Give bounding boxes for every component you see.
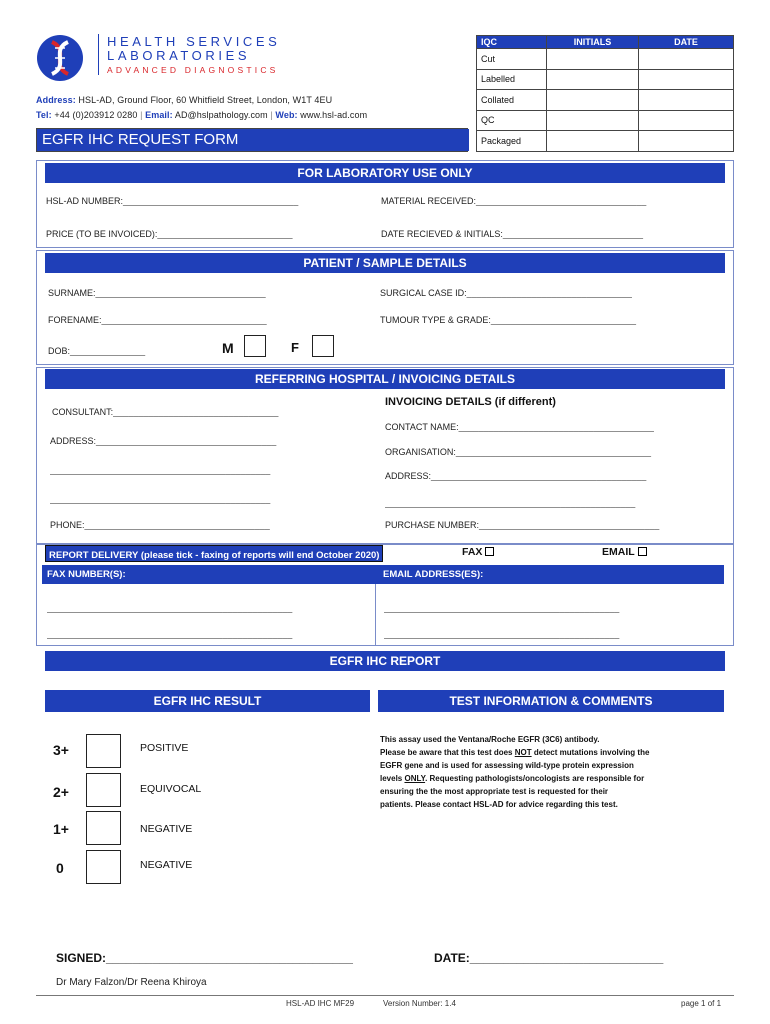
score-1plus: 1+ <box>53 821 69 837</box>
initials-cell[interactable] <box>547 131 639 152</box>
date-field[interactable]: DATE:_____________________________ <box>434 951 664 965</box>
label-negative-0: NEGATIVE <box>140 859 193 871</box>
form-title: EGFR IHC REQUEST FORM <box>37 129 469 151</box>
table-row: Cut <box>477 49 734 70</box>
report-title: EGFR IHC REPORT <box>45 651 725 671</box>
initials-cell[interactable] <box>547 90 639 111</box>
invoicing-title: INVOICING DETAILS (if different) <box>385 396 556 408</box>
address-line2-field[interactable]: ____________________________________________ <box>50 465 271 475</box>
score-0: 0 <box>56 860 64 876</box>
score-2plus: 2+ <box>53 784 69 800</box>
address-line: Address: HSL-AD, Ground Floor, 60 Whitfield Street, London, W1T 4EU <box>36 95 333 105</box>
logo <box>36 34 84 82</box>
email-addresses-label: EMAIL ADDRESS(ES): <box>383 569 484 580</box>
address-field[interactable]: ADDRESS:____________________________________ <box>50 436 277 446</box>
purchase-number-field[interactable]: PURCHASE NUMBER:____________________________________ <box>385 520 660 530</box>
date-received-field[interactable]: DATE RECIEVED & INITIALS:____________________________ <box>381 229 644 239</box>
info-title: TEST INFORMATION & COMMENTS <box>378 690 724 712</box>
initials-cell[interactable] <box>547 69 639 90</box>
email-checkbox[interactable] <box>638 547 647 556</box>
fax-checkbox[interactable] <box>485 547 494 556</box>
contact-line: Tel: +44 (0)203912 0280 | Email: AD@hslpathology.com | Web: www.hsl-ad.com <box>36 110 368 120</box>
score-3plus: 3+ <box>53 742 69 758</box>
surname-field[interactable]: SURNAME:__________________________________ <box>48 288 266 298</box>
contact-name-field[interactable]: CONTACT NAME:_______________________________________ <box>385 422 654 432</box>
initials-header: INITIALS <box>547 36 639 49</box>
date-cell[interactable] <box>639 90 734 111</box>
footer-line <box>36 995 734 996</box>
table-row: Labelled <box>477 69 734 90</box>
fax-number-line1[interactable]: _________________________________________________ <box>47 603 293 613</box>
footer-version: Version Number: 1.4 <box>383 999 456 1008</box>
fax-numbers-label: FAX NUMBER(S): <box>47 569 126 580</box>
date-cell[interactable] <box>639 131 734 152</box>
table-row: Collated <box>477 90 734 111</box>
address-line3-field[interactable]: ____________________________________________ <box>50 494 271 504</box>
patient-title: PATIENT / SAMPLE DETAILS <box>45 253 725 273</box>
signed-field[interactable]: SIGNED:_____________________________________ <box>56 951 353 965</box>
email-address-line2[interactable]: _______________________________________________ <box>384 629 620 639</box>
date-cell[interactable] <box>639 110 734 131</box>
date-cell[interactable] <box>639 69 734 90</box>
label-negative-1: NEGATIVE <box>140 823 193 835</box>
delivery-divider <box>375 584 376 646</box>
tumour-type-field[interactable]: TUMOUR TYPE & GRADE:_____________________________ <box>380 315 637 325</box>
sex-f-label: F <box>291 340 299 355</box>
sex-m-checkbox[interactable] <box>244 335 266 357</box>
dna-logo-icon <box>36 34 84 82</box>
lab-use-title: FOR LABORATORY USE ONLY <box>45 163 725 183</box>
test-info-text: This assay used the Ventana/Roche EGFR (3C6) antibody. Please be aware that this test does NOT detect mutations involving the EGFR gene and is used for assessing wild-type protein expression levels ONLY. Requesting pathologists/oncologists are responsible for ensuring the the most appropriate test is requested for their patients. Please contact HSL-AD for advice regarding this test. <box>380 735 650 809</box>
sex-m-label: M <box>222 340 234 356</box>
label-positive: POSITIVE <box>140 742 189 754</box>
email-address-line1[interactable]: _______________________________________________ <box>384 603 620 613</box>
iqc-table <box>476 35 734 152</box>
surgical-case-field[interactable]: SURGICAL CASE ID:_________________________________ <box>380 288 632 298</box>
result-2plus-checkbox[interactable] <box>86 773 121 807</box>
forename-field[interactable]: FORENAME:_________________________________ <box>48 315 267 325</box>
org-name-line2: LABORATORIES <box>107 48 251 63</box>
fax-option[interactable]: FAX <box>462 546 494 558</box>
table-row: QC <box>477 110 734 131</box>
initials-cell[interactable] <box>547 110 639 131</box>
hsl-number-field[interactable]: HSL-AD NUMBER:___________________________________ <box>46 196 299 206</box>
consultant-field[interactable]: CONSULTANT:_________________________________ <box>52 407 279 417</box>
result-1plus-checkbox[interactable] <box>86 811 121 845</box>
price-field[interactable]: PRICE (TO BE INVOICED):___________________________ <box>46 229 293 239</box>
org-name-line1: HEALTH SERVICES <box>107 34 281 49</box>
sex-f-checkbox[interactable] <box>312 335 334 357</box>
dob-field[interactable]: DOB:_______________ <box>48 346 146 356</box>
footer-page: page 1 of 1 <box>681 999 722 1008</box>
invoice-address-field[interactable]: ADDRESS:___________________________________________ <box>385 471 647 481</box>
delivery-label: REPORT DELIVERY (please tick - faxing of reports will end October 2020) <box>45 545 383 562</box>
date-header: DATE <box>639 36 734 49</box>
org-name-line3: ADVANCED DIAGNOSTICS <box>107 65 279 75</box>
label-equivocal: EQUIVOCAL <box>140 783 202 795</box>
iqc-header: IQC <box>477 36 547 49</box>
signatories: Dr Mary Falzon/Dr Reena Khiroya <box>56 977 207 988</box>
organisation-field[interactable]: ORGANISATION:_______________________________________ <box>385 447 652 457</box>
fax-number-line2[interactable]: _________________________________________________ <box>47 629 293 639</box>
referring-title: REFERRING HOSPITAL / INVOICING DETAILS <box>45 369 725 389</box>
initials-cell[interactable] <box>547 49 639 70</box>
invoice-address-line2-field[interactable]: __________________________________________________ <box>385 498 636 508</box>
phone-field[interactable]: PHONE:_____________________________________ <box>50 520 270 530</box>
result-title: EGFR IHC RESULT <box>45 690 370 712</box>
result-0-checkbox[interactable] <box>86 850 121 884</box>
form-title-box <box>36 128 468 152</box>
email-option[interactable]: EMAIL <box>602 546 647 558</box>
table-row: Packaged <box>477 131 734 152</box>
footer-doc-code: HSL-AD IHC MF29 <box>286 999 355 1008</box>
org-name-block <box>98 34 280 75</box>
result-3plus-checkbox[interactable] <box>86 734 121 768</box>
material-received-field[interactable]: MATERIAL RECEIVED:__________________________________ <box>381 196 647 206</box>
date-cell[interactable] <box>639 49 734 70</box>
